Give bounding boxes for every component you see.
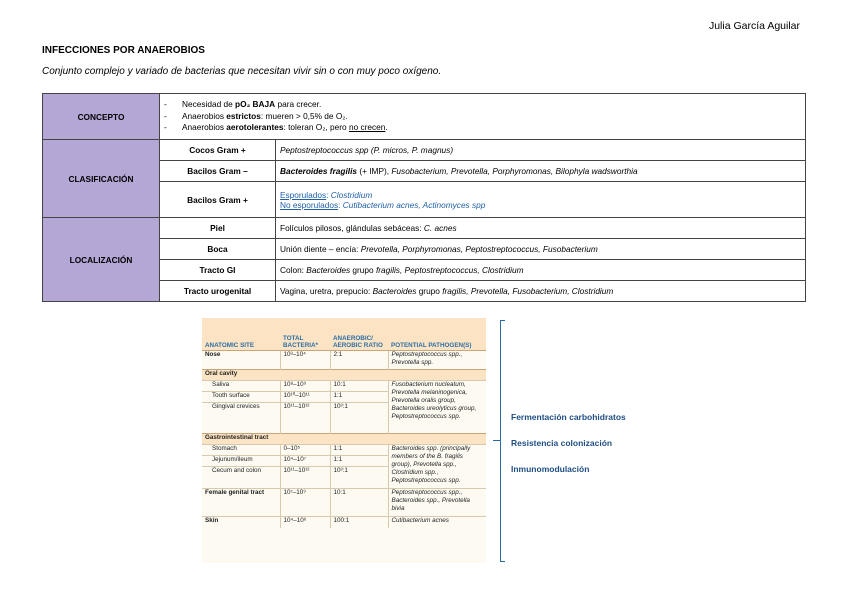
table-row: Tooth surface 10¹⁰–10¹¹ 1:1 bbox=[202, 391, 486, 402]
bacilos-gram-pos-label: Bacilos Gram + bbox=[160, 182, 276, 218]
piel-label: Piel bbox=[160, 218, 276, 239]
concepto-item: - Anaerobios aerotolerantes: toleran O₂, pero no crecen. bbox=[164, 122, 801, 134]
table-row: Female genital tract 10⁷–10⁹ 10:1 Peptostreptococcus spp., Bacteroides spp., Prevotella bivia bbox=[202, 488, 486, 516]
author-name: Julia García Aguilar bbox=[708, 20, 800, 32]
bacilos-gram-neg-label: Bacilos Gram – bbox=[160, 161, 276, 182]
bracket-bottom bbox=[500, 561, 505, 562]
cocos-gram-pos-value: Peptostreptococcus spp (P. micros, P. magnus) bbox=[276, 140, 806, 161]
bacilos-gram-neg-value: Bacteroides fragilis (+ IMP), Fusobacterium, Prevotella, Porphyromonas, Bilophyla wadsworthia bbox=[276, 161, 806, 182]
table-row: Nose 10³–10⁴ 2:1 Peptostreptococcus spp., Prevotella spp. bbox=[202, 350, 486, 369]
cocos-gram-pos-label: Cocos Gram + bbox=[160, 140, 276, 161]
table-row: Stomach 0–10⁵ 1:1 Bacteroides spp. (principally members of the B. fragilis group), Prevotella spp., Clostridium spp., Peptostreptococcus spp. bbox=[202, 444, 486, 455]
clasificacion-row bbox=[43, 140, 806, 161]
function-fermentation: Fermentación carbohidratos bbox=[511, 412, 626, 422]
document-title: INFECCIONES POR ANAEROBIOS bbox=[42, 45, 205, 56]
concepto-item: - Anaerobios estrictos: mueren > 0,5% de O₂. bbox=[164, 111, 801, 123]
header-total-bacteria: TOTAL BACTERIA* bbox=[280, 318, 330, 350]
anatomic-site-table-image bbox=[202, 318, 486, 563]
table-row: Cecum and colon 10¹¹–10¹² 10³:1 bbox=[202, 466, 486, 488]
tracto-gi-value: Colon: Bacteroides grupo fragilis, Peptostreptococcus, Clostridium bbox=[276, 260, 806, 281]
concepto-content bbox=[160, 94, 806, 140]
table-row: Jejunum/ileum 10⁴–10⁷ 1:1 bbox=[202, 455, 486, 466]
function-immunomodulation: Inmunomodulación bbox=[511, 464, 590, 474]
oral-pathogens: Fusobacterium nucleatum, Prevotella melaninogenica, Prevotella oralis group, Bacteroides ureolyticus group, Peptostreptococcus spp. bbox=[388, 380, 486, 433]
table-row: Gingival crevices 10¹¹–10¹² 10³:1 bbox=[202, 402, 486, 433]
concepto-label: CONCEPTO bbox=[43, 94, 160, 140]
bracket-top bbox=[500, 320, 505, 321]
concepto-item: - Necesidad de pO₂ BAJA para crecer. bbox=[164, 99, 801, 111]
table-row: Saliva 10⁸–10⁹ 10:1 Fusobacterium nucleatum, Prevotella melaninogenica, Prevotella oralis group, Bacteroides ureolyticus group, Peptostreptococcus spp. bbox=[202, 380, 486, 391]
concepto-row bbox=[43, 94, 806, 140]
document-subtitle: Conjunto complejo y variado de bacterias que necesitan vivir sin o con muy poco oxígeno. bbox=[42, 66, 442, 77]
bracket-tip bbox=[493, 440, 501, 441]
boca-label: Boca bbox=[160, 239, 276, 260]
bacilos-gram-pos-value: Esporulados: Clostridium No esporulados: Cutibacterium acnes, Actinomyces spp bbox=[276, 182, 806, 218]
boca-value: Unión diente – encía: Prevotella, Porphyromonas, Peptostreptococcus, Fusobacterium bbox=[276, 239, 806, 260]
localizacion-row bbox=[43, 218, 806, 239]
header-anatomic-site: ANATOMIC SITE bbox=[202, 318, 280, 350]
table-row: Skin 10⁴–10⁶ 100:1 Cutibacterium acnes bbox=[202, 516, 486, 528]
function-resistance: Resistencia colonización bbox=[511, 438, 613, 448]
clasificacion-label: CLASIFICACIÓN bbox=[43, 140, 160, 218]
tracto-gi-label: Tracto GI bbox=[160, 260, 276, 281]
summary-table bbox=[42, 93, 806, 302]
bracket-line bbox=[500, 320, 507, 561]
gi-pathogens: Bacteroides spp. (principally members of the B. fragilis group), Prevotella spp., Clostridium spp., Peptostreptococcus spp. bbox=[388, 444, 486, 488]
table-group-row: Gastrointestinal tract bbox=[202, 433, 486, 444]
anatomic-site-table bbox=[202, 318, 486, 528]
tracto-urogenital-value: Vagina, uretra, prepucio: Bacteroides grupo fragilis, Prevotella, Fusobacterium, Clostridium bbox=[276, 281, 806, 302]
table-group-row: Oral cavity bbox=[202, 369, 486, 380]
header-potential-pathogens: POTENTIAL PATHOGEN(S) bbox=[388, 318, 486, 350]
tracto-urogenital-label: Tracto urogenital bbox=[160, 281, 276, 302]
localizacion-label: LOCALIZACIÓN bbox=[43, 218, 160, 302]
header-ratio: ANAEROBIC/ AEROBIC RATIO bbox=[330, 318, 388, 350]
piel-value: Folículos pilosos, glándulas sebáceas: C. acnes bbox=[276, 218, 806, 239]
